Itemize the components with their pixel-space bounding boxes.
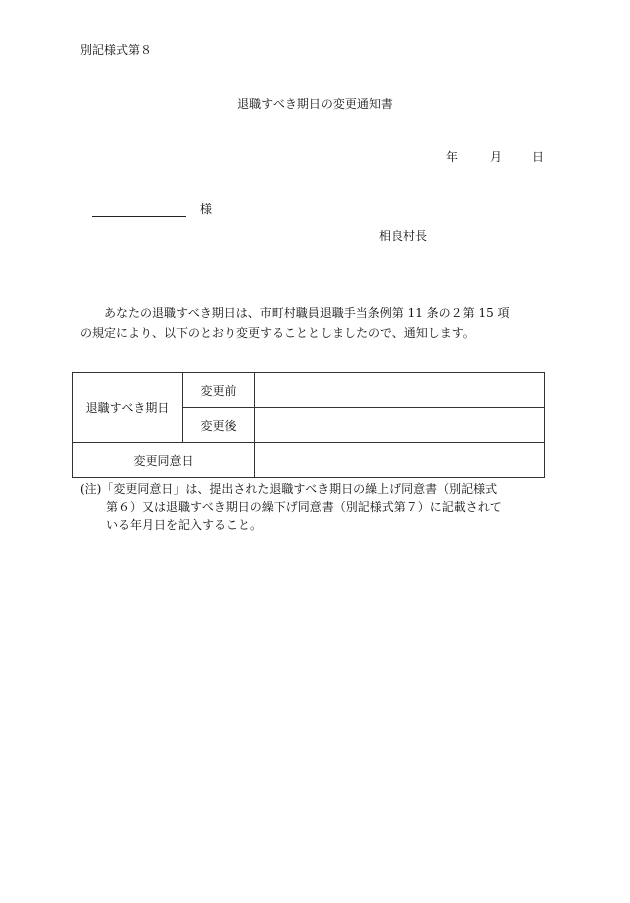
retirement-date-header: 退職すべき期日 (73, 373, 183, 443)
document-title: 退職すべき期日の変更通知書 (237, 97, 393, 111)
after-label: 変更後 (183, 408, 255, 443)
table-row-agreement (73, 443, 545, 478)
note-line-2: 第６）又は退職すべき期日の繰下げ同意書（別記様式第７）に記載されて (106, 500, 502, 514)
agreement-label: 変更同意日 (73, 443, 255, 478)
body-text (80, 303, 550, 343)
table-row-before (73, 373, 545, 408)
sender: 相良村長 (379, 229, 428, 243)
body-line-1: あなたの退職すべき期日は、市町村職員退職手当条例第 11 条の２第 15 項 (104, 306, 510, 320)
note (80, 480, 555, 534)
before-label: 変更前 (183, 373, 255, 408)
date-year: 年 (446, 150, 459, 164)
after-value-cell[interactable] (255, 408, 545, 443)
form-number: 別記様式第８ (80, 43, 153, 57)
date-day: 日 (532, 150, 545, 164)
recipient-honorific: 様 (200, 202, 213, 216)
body-line-2: の規定により、以下のとおり変更することとしましたので、通知します。 (80, 326, 475, 340)
date-line (446, 148, 544, 165)
date-month: 月 (490, 150, 503, 164)
recipient-name-blank[interactable] (92, 204, 186, 217)
note-line-3: いる年月日を記入すること。 (106, 518, 263, 532)
change-table (72, 372, 545, 478)
before-value-cell[interactable] (255, 373, 545, 408)
recipient-line (92, 200, 212, 217)
agreement-value-cell[interactable] (255, 443, 545, 478)
note-line-1: (注)「変更同意日」は、提出された退職すべき期日の繰上げ同意書（別記様式 (80, 482, 498, 496)
